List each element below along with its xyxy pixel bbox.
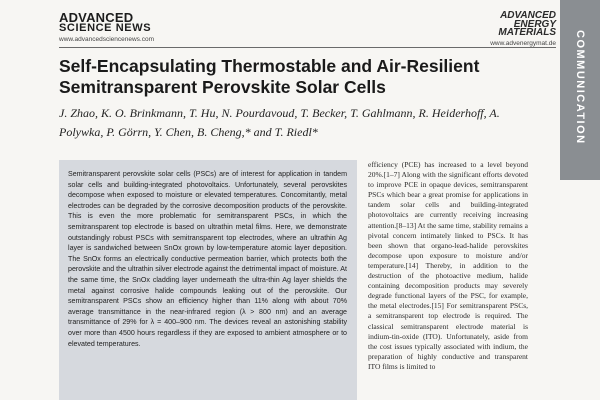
header-divider — [59, 47, 556, 48]
section-side-tab — [560, 0, 600, 180]
body-paragraph: efficiency (PCE) has increased to a level beyond 20%.[1–7] Along with the significant efforts devoted to improve PCE in opaque devices, semitransparent PSCs which bear a great promise for applications in tandem solar cells and building-integrated photovoltaics are currently receiving increasing attention.[8–13] At the same time, stability remains a pivotal concern intimately linked to PSCs. It has been shown that organo-lead-halide perovskites decompose upon exposure to moisture and/or temperature.[14] Thereby, in addition to the destruction of the photoactive medium, halide containing decomposition products may severely degrade functional layers of the PSC, for example, the metal electrodes.[15] For semitransparent PSCs, a semitransparent top electrode is required. The classical semitransparent electrode material is indium-tin-oxide (ITO). Unfortunately, aside from the cost issues typically associated with indium, the preparation of highly conductive and transparent ITO films is limited to — [368, 160, 528, 371]
body-column — [368, 160, 528, 372]
publisher-logo — [59, 12, 154, 43]
abstract-text: Semitransparent perovskite solar cells (PSCs) are of interest for application in tandem solar cells and building-integrated photovoltaics. Unfortunately, several perovskites decompose when exposed to moisture or elevated temperatures. Concomitantly, metal electrodes can be degraded by the corrosive decomposition products of the perovskite. This is even the more problematic for semitransparent PSCs, in which the semitransparent top electrode is based on ultrathin metal films. Here, we demonstrate outstandingly robust PSCs with semitransparent top electrodes, where an ultrathin Ag layer is sandwiched between SnOx grown by low-temperature atomic layer deposition. The SnOx forms an electrically conductive permeation barrier, which protects both the perovskite and the ultrathin silver electrode against the detrimental impact of moisture. At the same time, the SnOx cladding layer underneath the ultra-thin Ag layer shields the metal against corrosive halide compounds leaking out of the perovskite. Our semitransparent PSCs show an efficiency higher than 11% along with about 70% average transmittance in the near-infrared region (λ > 800 nm) and an average transmittance of 29% for λ = 400–900 nm. The devices reveal an astonishing stability over more than 4500 hours regardless if they are exposed to ambient atmosphere or to elevated temperatures. — [68, 170, 347, 348]
section-label: COMMUNICATION — [574, 30, 586, 145]
author-list: J. Zhao, K. O. Brinkmann, T. Hu, N. Pourdavoud, T. Becker, T. Gahlmann, R. Heiderhoff, A. Polywka, P. Görrn, Y. Chen, B. Cheng,* and T. Riedl* — [59, 106, 500, 139]
article-title: Self-Encapsulating Thermostable and Air-Resilient Semitransparent Perovskite Solar Cells — [59, 56, 480, 97]
publisher-url[interactable]: www.advancedsciencenews.com — [59, 36, 155, 43]
abstract-box — [59, 160, 357, 400]
journal-logo — [490, 12, 556, 47]
journal-name: ADVANCED ENERGY MATERIALS — [498, 10, 556, 38]
publisher-name: ADVANCED SCIENCE NEWS — [59, 10, 152, 34]
journal-url[interactable]: www.advenergymat.de — [490, 39, 556, 47]
